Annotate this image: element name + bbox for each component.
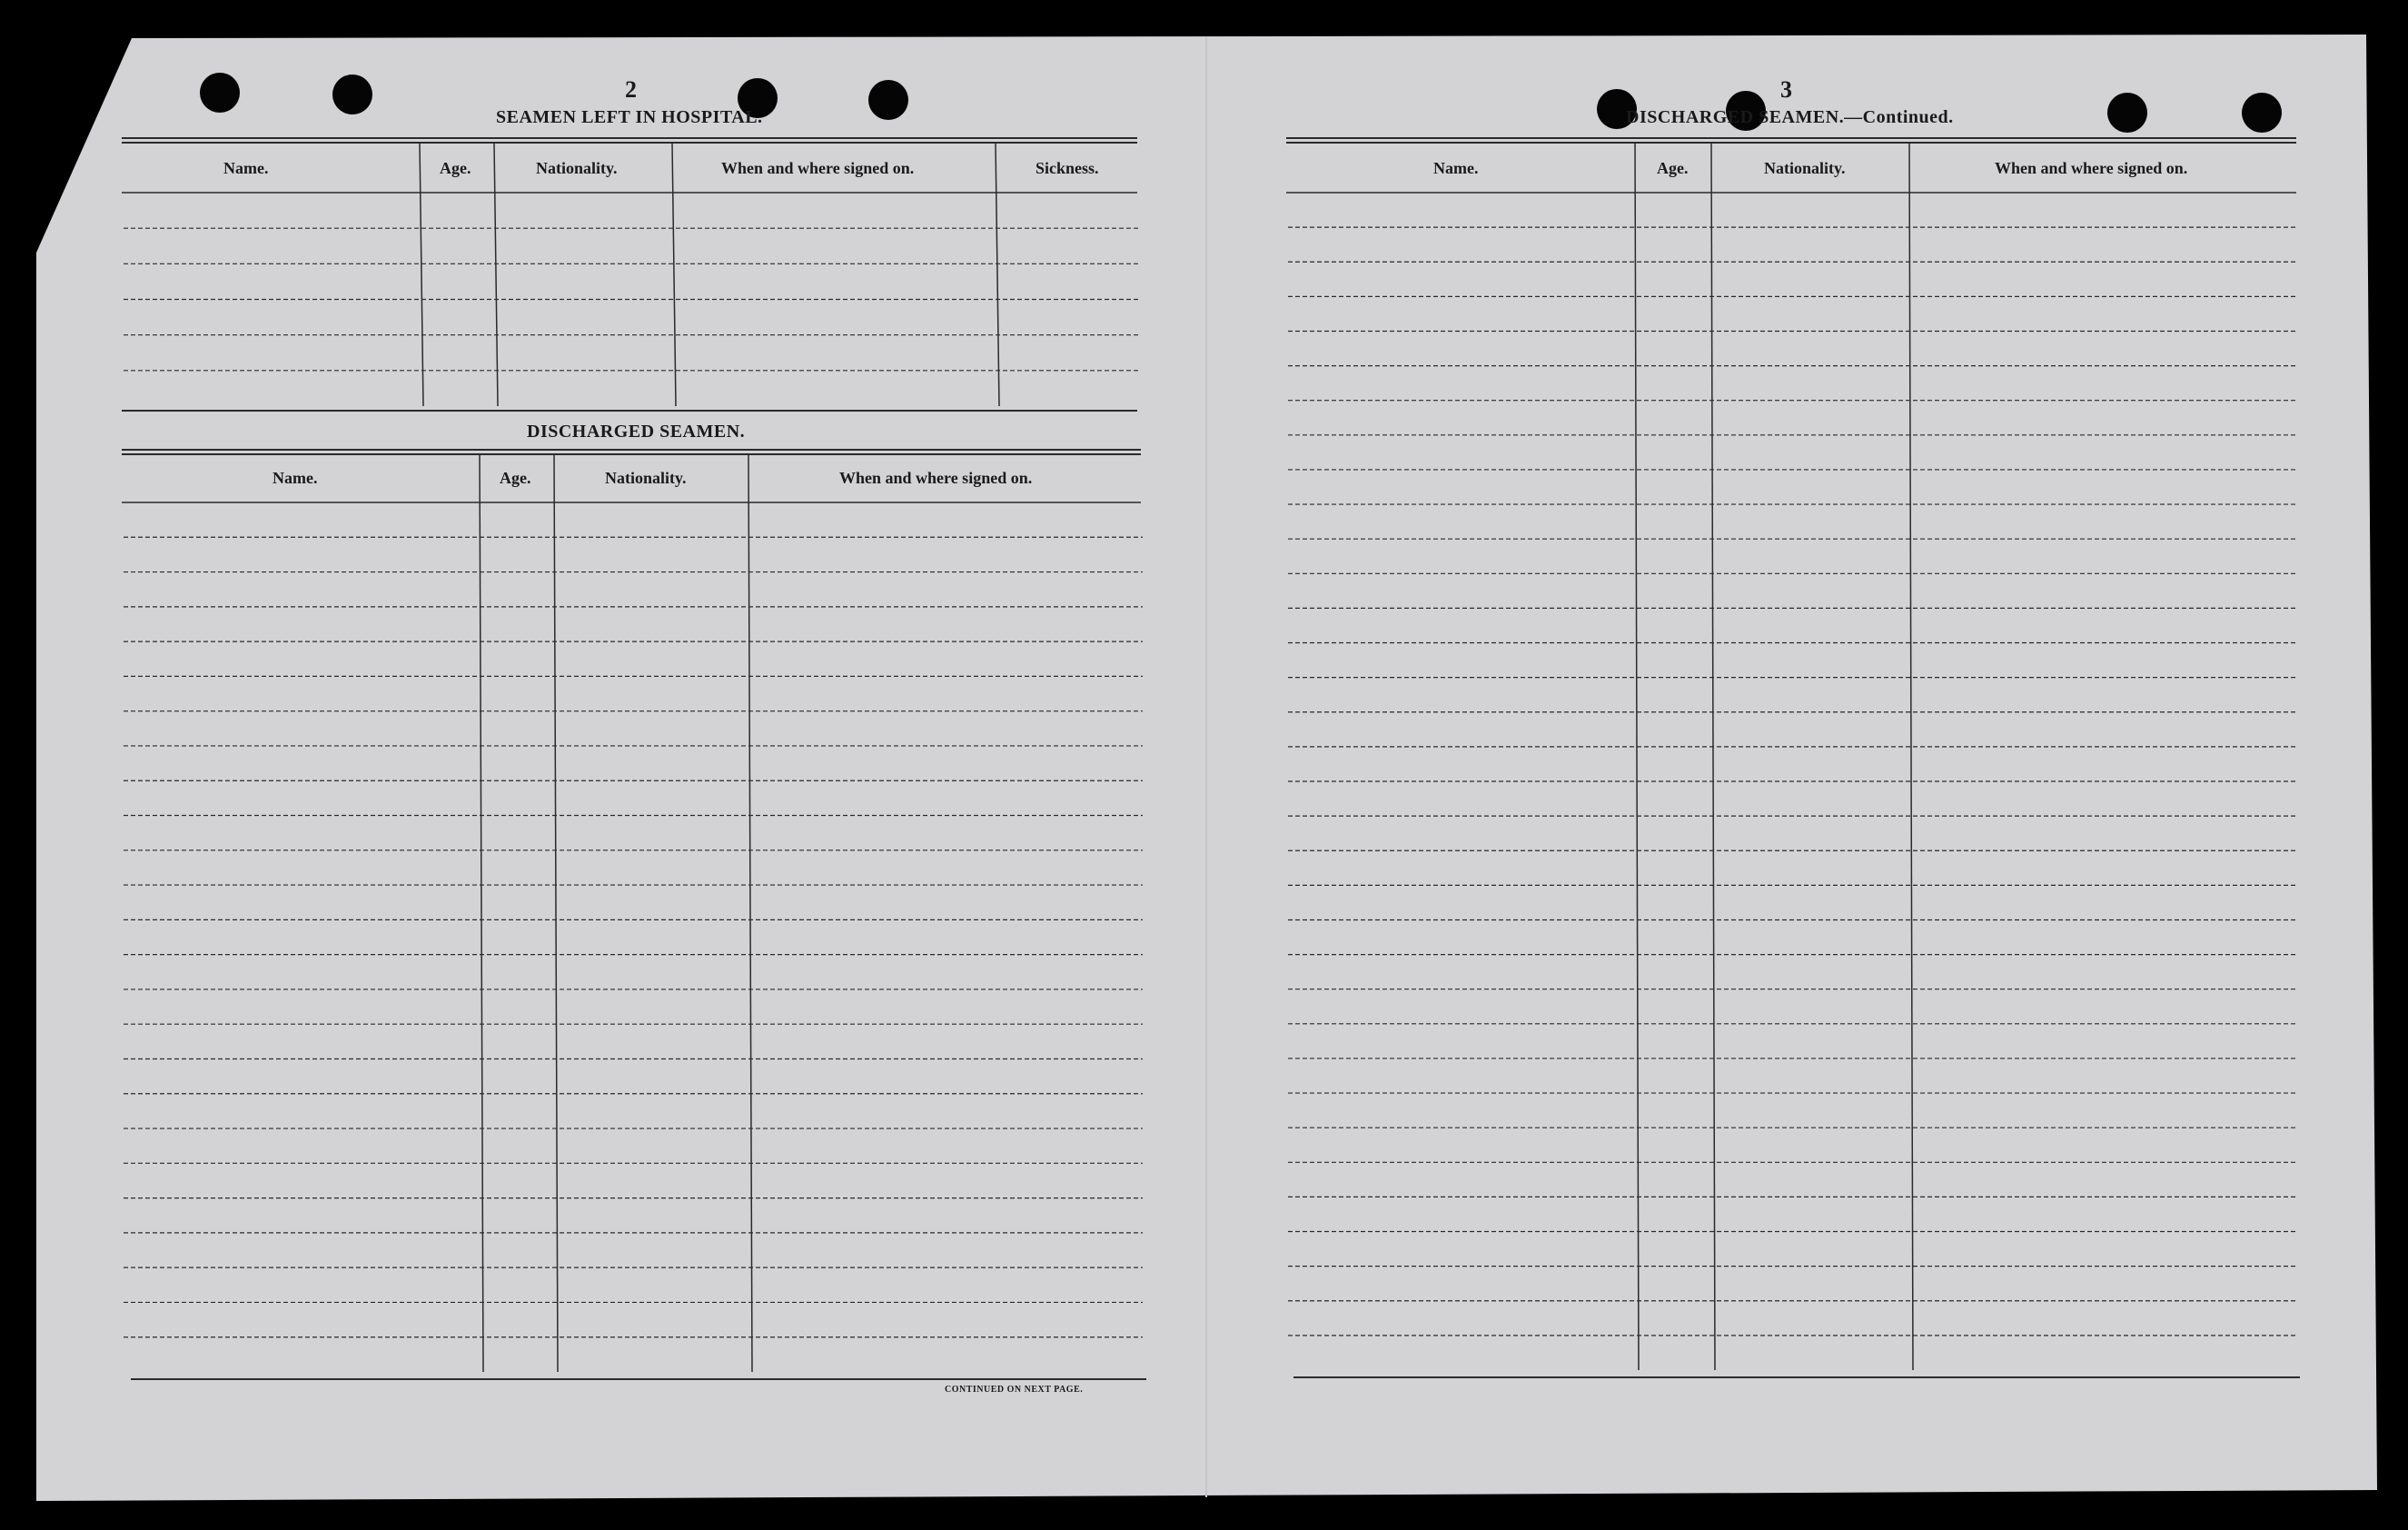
- hospital-col-age: Age.: [440, 159, 471, 177]
- discharged-col-nationality: Nationality.: [605, 469, 687, 487]
- continued-section-title: DISCHARGED SEAMEN.—Continued.: [1626, 107, 1954, 127]
- continued-footer: CONTINUED ON NEXT PAGE.: [945, 1385, 1084, 1395]
- hospital-col-sickness: Sickness.: [1036, 159, 1099, 177]
- continued-col-age: Age.: [1657, 159, 1689, 177]
- continued-col-signed-on: When and where signed on.: [1995, 159, 2188, 177]
- punch-hole: [2242, 93, 2282, 133]
- discharged-col-signed-on: When and where signed on.: [839, 469, 1033, 487]
- hospital-col-signed-on: When and where signed on.: [721, 159, 915, 177]
- page-number-left: 2: [625, 76, 637, 103]
- page-number-right: 3: [1780, 76, 1792, 103]
- continued-col-nationality: Nationality.: [1764, 159, 1846, 177]
- hospital-col-nationality: Nationality.: [536, 159, 618, 177]
- punch-hole: [868, 80, 908, 120]
- hospital-section-title: SEAMEN LEFT IN HOSPITAL.: [496, 107, 763, 127]
- discharged-col-age: Age.: [500, 469, 531, 487]
- punch-hole: [332, 75, 372, 114]
- continued-col-name: Name.: [1433, 159, 1479, 177]
- discharged-section-title: DISCHARGED SEAMEN.: [527, 422, 746, 442]
- discharged-col-name: Name.: [273, 469, 318, 487]
- punch-hole: [2107, 93, 2147, 133]
- punch-hole: [200, 73, 240, 113]
- hospital-col-name: Name.: [223, 159, 269, 177]
